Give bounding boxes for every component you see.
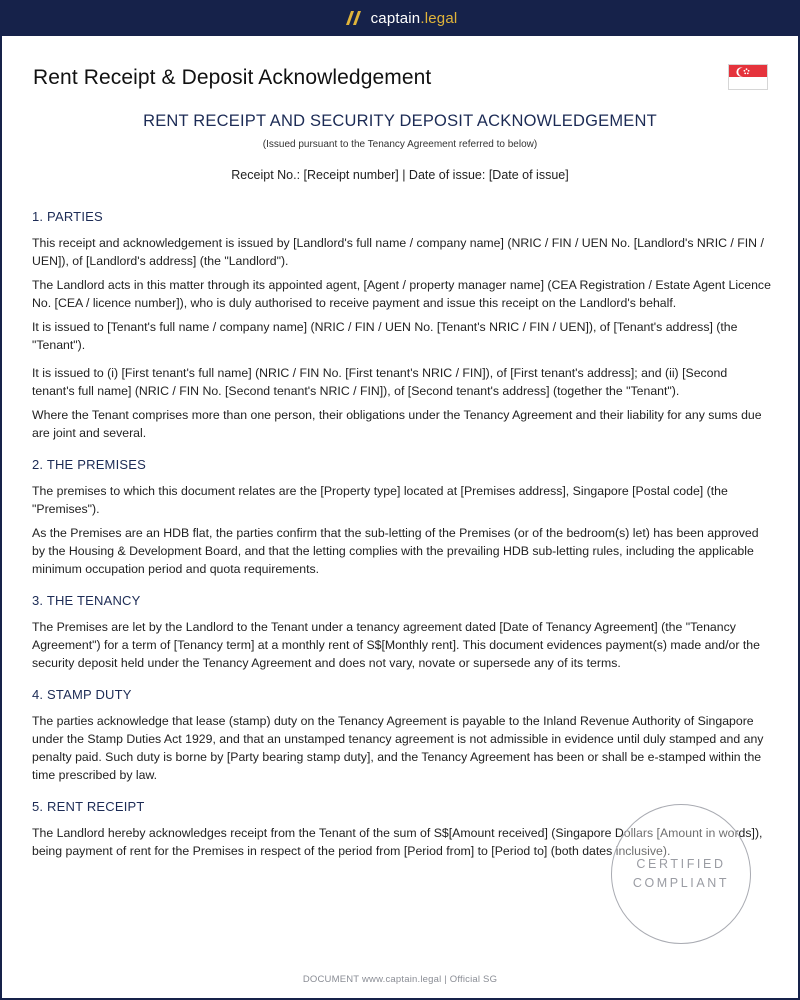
paragraph: It is issued to (i) [First tenant's full name] (NRIC / FIN No. [First tenant's NRIC / FIN]), of [First tenant's address]; and (ii) [Second tenant's full name] (NRIC / FIN No. [Second tenant's NRIC / FIN]), of [Second tenant's address] (together the "Tenant"). — [32, 366, 728, 398]
document-page — [2, 36, 798, 998]
sub-heading: (Issued pursuant to the Tenancy Agreement referred to below) — [262, 139, 538, 150]
paragraph: Where the Tenant comprises more than one person, their obligations under the Tenancy Agreement and their liability for any sums due are joint and several. — [32, 408, 762, 440]
footer: DOCUMENT www.captain.legal | Official SG — [302, 974, 498, 985]
section-premises — [32, 456, 772, 578]
document-title: Rent Receipt & Deposit Acknowledgement — [33, 66, 432, 89]
paragraph: It is issued to [Tenant's full name / company name] (NRIC / FIN / UEN No. [Tenant's NRIC / FIN / UEN]), of [Tenant's address] (the "Tenant"). — [32, 320, 738, 352]
paragraph: As the Premises are an HDB flat, the parties confirm that the sub-letting of the Premises (or of the bedroom(s) let) has been approved by the Housing & Development Board, and that the letting complies with the prevailing HDB sub-letting rules, including the applicable minimum occupation period and quota requirements. — [32, 526, 759, 576]
section-heading: 3. THE TENANCY — [32, 593, 141, 608]
captain-legal-logo-icon — [343, 10, 363, 26]
stamp-line: COMPLIANT — [632, 876, 730, 890]
top-bar — [0, 0, 800, 36]
section-heading: 4. STAMP DUTY — [32, 687, 132, 702]
paragraph: The Premises are let by the Landlord to the Tenant under a tenancy agreement dated [Date of Tenancy Agreement] (the "Tenancy Agreement") for a term of [Tenancy term] at a monthly rent of S$[Monthly rent]. This document evidences payment(s) made and/or the security deposit held under the Tenancy Agreement and does not vary, novate or supersede any of its terms. — [32, 620, 760, 670]
certified-compliant-stamp — [611, 804, 751, 944]
section-heading: 5. RENT RECEIPT — [32, 799, 145, 814]
paragraph: The premises to which this document relates are the [Property type] located at [Premises address], Singapore [Postal code] (the "Premises"). — [32, 484, 728, 516]
section-heading: 1. PARTIES — [32, 209, 103, 224]
paragraph: This receipt and acknowledgement is issued by [Landlord's full name / company name] (NRIC / FIN / UEN No. [Landlord's NRIC / FIN / UEN]), of [Landlord's address] (the "Landlord"). — [32, 236, 764, 268]
section-heading: 2. THE PREMISES — [32, 457, 147, 472]
paragraph: The Landlord hereby acknowledges receipt from the Tenant of the sum of S$[Amount received] (Singapore Dollars [Amount in words]), being payment of rent for the Premises in respect of the period from [Period from] to [Period to] (both dates inclusive). — [32, 826, 763, 858]
main-heading: RENT RECEIPT AND SECURITY DEPOSIT ACKNOWLEDGEMENT — [143, 112, 657, 130]
paragraph: The parties acknowledge that lease (stamp) duty on the Tenancy Agreement is payable to the Inland Revenue Authority of Singapore under the Stamp Duties Act 1929, and that an unstamped tenancy agreement is not admissible in evidence until duly stamped and any penalty paid. Such duty is borne by [Party bearing stamp duty], and the Tenancy Agreement has been or shall be e-stamped within the time prescribed by law. — [32, 714, 764, 782]
section-parties — [32, 208, 772, 442]
section-stamp-duty — [32, 686, 772, 784]
brand-name: captain.legal — [370, 9, 458, 27]
stamp-line: CERTIFIED — [636, 857, 726, 871]
receipt-number-and-date: Receipt No.: [Receipt number] | Date of issue: [Date of issue] — [231, 168, 569, 182]
section-tenancy — [32, 592, 772, 672]
paragraph: The Landlord acts in this matter through its appointed agent, [Agent / property manager name] (CEA Registration / Estate Agent Licence No. [CEA / licence number]), who is duly authorised to receive payment and issue this receipt on the Landlord's behalf. — [32, 278, 771, 310]
singapore-flag-icon — [728, 64, 768, 90]
document-body — [32, 208, 772, 874]
